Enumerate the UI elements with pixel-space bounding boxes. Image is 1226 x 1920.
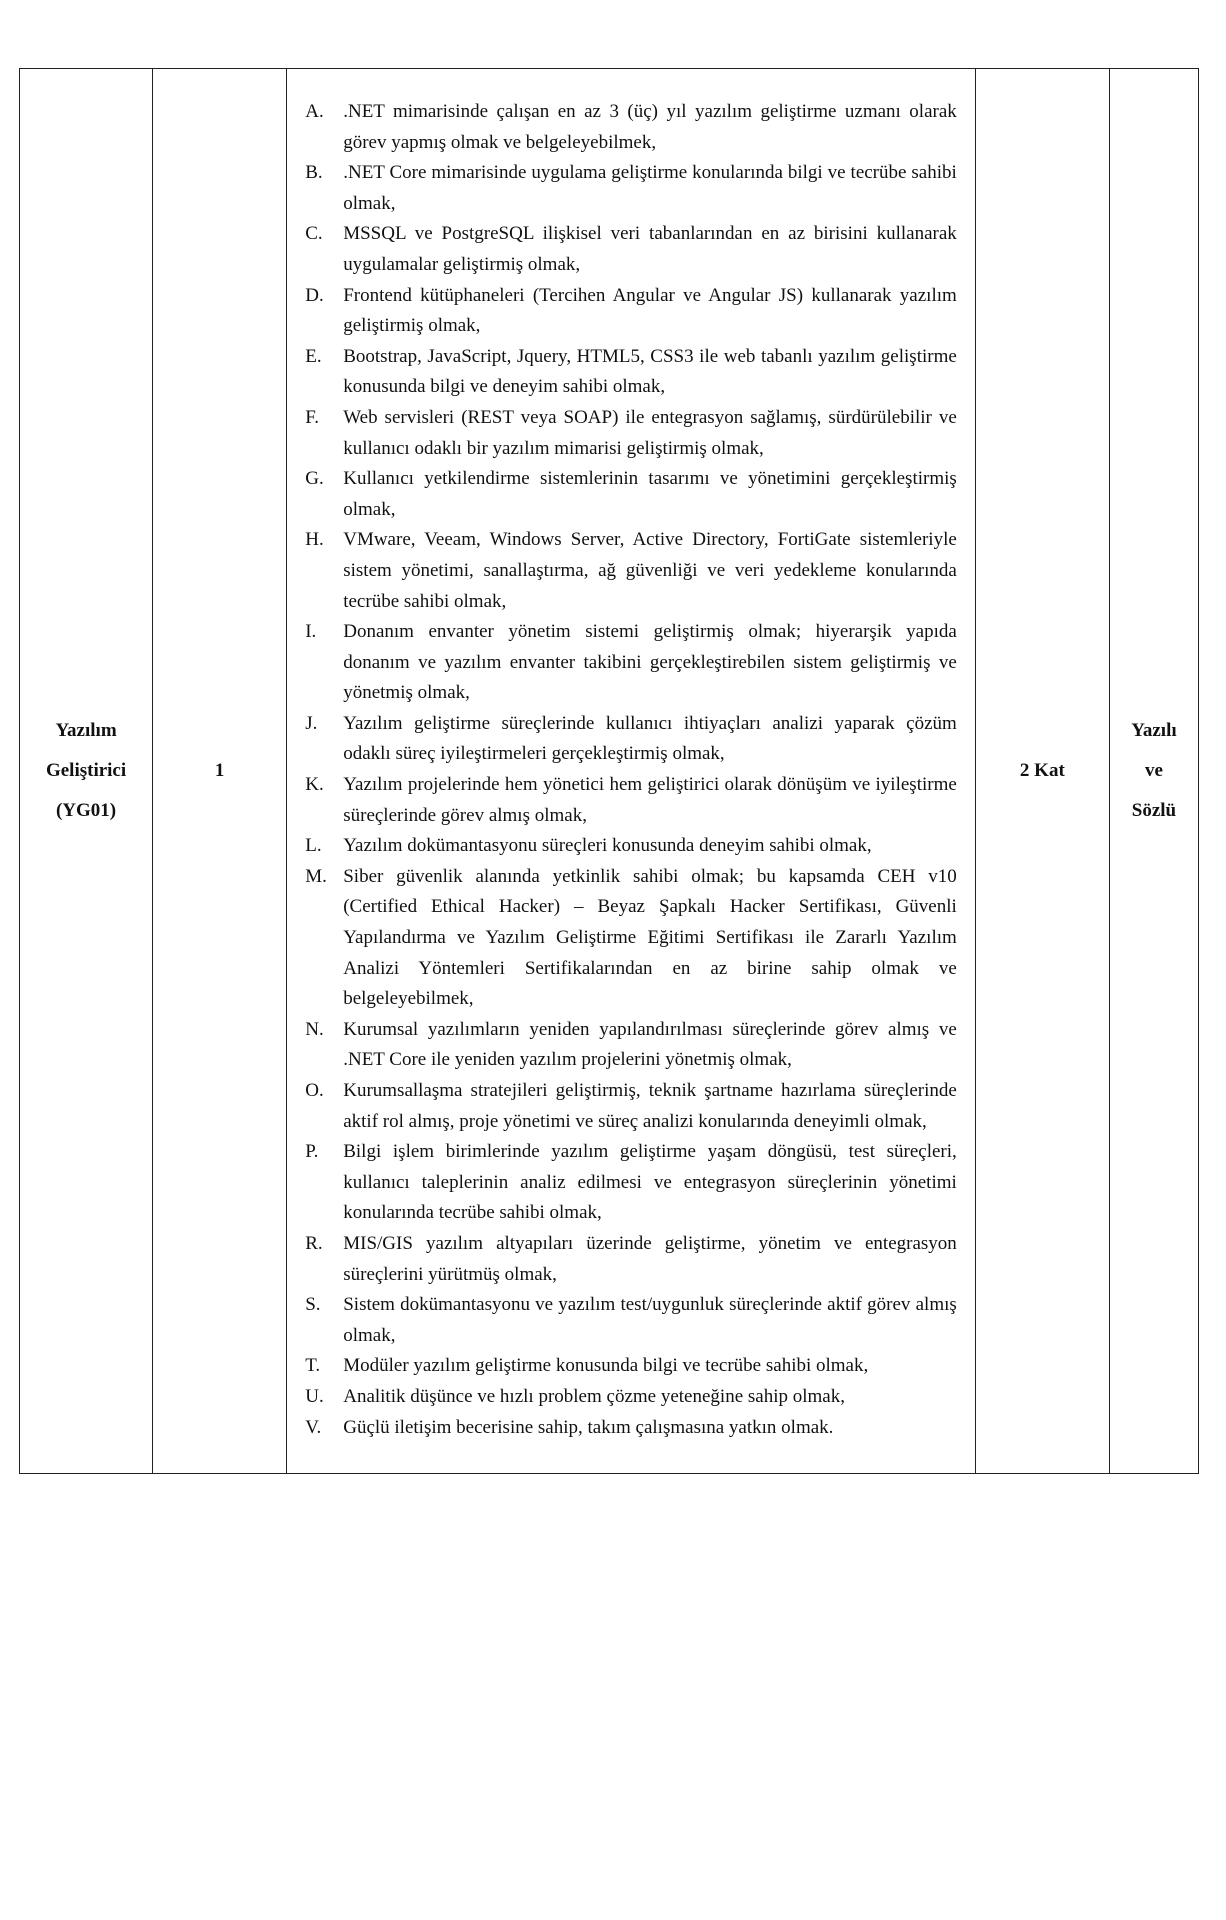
qualification-item: [305, 1229, 957, 1290]
qualification-text: .NET mimarisinde çalışan en az 3 (üç) yıl yazılım geliştirme uzmanı olarak görev yapmış olmak ve belgeleyebilmek,: [343, 101, 957, 153]
qualification-letter: V.: [305, 1416, 322, 1438]
qualification-text: Donanım envanter yönetim sistemi geliştirmiş olmak; hiyerarşik yapıda donanım ve yazılım envanter takibini gerçekleştirebilen sistem geliştirmiş ve yönetmiş olmak,: [343, 621, 957, 704]
table-row: [20, 69, 1199, 1474]
qualification-letter: N.: [305, 1018, 324, 1040]
qualification-text: Kullanıcı yetkilendirme sistemlerinin tasarımı ve yönetimini gerçekleştirmiş olmak,: [343, 468, 957, 520]
position-title-line: Yazılım: [55, 720, 117, 742]
qualification-item: [305, 342, 957, 403]
qualification-text: Güçlü iletişim becerisine sahip, takım çalışmasına yatkın olmak.: [343, 1416, 834, 1438]
qualifications-list: [287, 69, 975, 1473]
kat-cell: [975, 69, 1109, 1474]
qualification-item: [305, 770, 957, 831]
qualification-item: [305, 1015, 957, 1076]
exam-type-line: Yazılı: [1131, 720, 1177, 742]
qualification-letter: O.: [305, 1080, 324, 1101]
qualification-item: [305, 1413, 957, 1444]
qualification-text: Bootstrap, JavaScript, Jquery, HTML5, CSS3 ile web tabanlı yazılım geliştirme konusunda bilgi ve deneyim sahibi olmak,: [343, 345, 957, 398]
position-title-cell: [20, 69, 153, 1474]
qualification-item: [305, 403, 957, 464]
qualification-item: [305, 617, 957, 709]
position-count-cell: [153, 69, 287, 1474]
qualification-letter: I.: [305, 621, 317, 643]
qualification-letter: H.: [305, 529, 324, 551]
qualification-letter: K.: [305, 774, 324, 796]
qualification-letter: M.: [305, 865, 327, 887]
qualification-text: Web servisleri (REST veya SOAP) ile entegrasyon sağlamış, sürdürülebilir ve kullanıcı odaklı bir yazılım mimarisi geliştirmiş olmak,: [343, 406, 957, 459]
qualification-item: [305, 464, 957, 525]
qualification-text: Yazılım geliştirme süreçlerinde kullanıcı ihtiyaçları analizi yaparak çözüm odaklı süreç iyileştirmeleri gerçekleştirmiş olmak,: [343, 712, 957, 765]
qualification-text: Modüler yazılım geliştirme konusunda bilgi ve tecrübe sahibi olmak,: [343, 1355, 869, 1377]
qualification-text: Sistem dokümantasyonu ve yazılım test/uygunluk süreçlerinde aktif görev almış olmak,: [343, 1294, 957, 1346]
qualifications-cell: [287, 69, 976, 1474]
qualification-text: Analitik düşünce ve hızlı problem çözme yeteneğine sahip olmak,: [343, 1385, 845, 1407]
qualification-letter: F.: [305, 406, 320, 428]
qualification-item: [305, 281, 957, 342]
qualification-letter: U.: [305, 1385, 324, 1407]
qualification-item: [305, 1382, 957, 1413]
qualification-letter: C.: [305, 223, 323, 245]
qualification-item: [305, 97, 957, 158]
qualification-letter: R.: [305, 1232, 323, 1254]
qualification-text: Yazılım dokümantasyonu süreçleri konusunda deneyim sahibi olmak,: [343, 835, 872, 857]
kat-value: 2 Kat: [1019, 760, 1065, 782]
exam-type-line: Sözlü: [1131, 800, 1177, 822]
qualification-item: [305, 1351, 957, 1382]
qualification-item: [305, 862, 957, 1015]
qualification-item: [305, 709, 957, 770]
qualification-text: Yazılım projelerinde hem yönetici hem geliştirici olarak dönüşüm ve iyileştirme süreçlerinde görev almış olmak,: [343, 774, 957, 826]
qualification-text: MIS/GIS yazılım altyapıları üzerinde geliştirme, yönetim ve entegrasyon süreçlerini yürütmüş olmak,: [343, 1232, 957, 1285]
qualification-item: [305, 831, 957, 862]
qualification-text: Kurumsal yazılımların yeniden yapılandırılması süreçlerinde görev almış ve .NET Core ile yeniden yazılım projelerini yönetmiş olmak,: [343, 1018, 957, 1071]
position-table-wrapper: [19, 68, 1199, 1474]
qualification-letter: B.: [305, 162, 323, 184]
qualification-text: VMware, Veeam, Windows Server, Active Directory, FortiGate sistemleriyle sistem yönetimi, sanallaştırma, ağ güvenliği ve veri yedekleme konularında tecrübe sahibi olmak,: [343, 529, 957, 612]
qualification-item: [305, 1076, 957, 1137]
qualification-letter: E.: [305, 345, 322, 367]
qualification-letter: L.: [305, 835, 322, 857]
position-code: (YG01): [55, 800, 117, 822]
qualification-letter: G.: [305, 468, 324, 490]
qualification-text: Frontend kütüphaneleri (Tercihen Angular ve Angular JS) kullanarak yazılım geliştirmiş olmak,: [343, 284, 957, 337]
qualification-item: [305, 219, 957, 280]
exam-type-cell: [1109, 69, 1198, 1474]
qualification-letter: J.: [305, 712, 318, 734]
exam-type-line: ve: [1144, 760, 1163, 782]
qualification-item: [305, 158, 957, 219]
position-title-line: Geliştirici: [45, 760, 127, 782]
qualification-text: .NET Core mimarisinde uygulama geliştirme konularında bilgi ve tecrübe sahibi olmak,: [343, 162, 957, 214]
qualification-letter: P.: [305, 1141, 319, 1163]
qualification-item: [305, 1290, 957, 1351]
qualification-letter: S.: [305, 1294, 321, 1316]
position-count: 1: [214, 760, 225, 782]
qualification-letter: A.: [305, 101, 324, 122]
qualification-text: Kurumsallaşma stratejileri geliştirmiş, teknik şartname hazırlama süreçlerinde aktif rol almış, proje yönetimi ve süreç analizi konularında deneyimli olmak,: [343, 1080, 957, 1132]
qualification-text: Siber güvenlik alanında yetkinlik sahibi olmak; bu kapsamda CEH v10 (Certified Ethical Hacker) – Beyaz Şapkalı Hacker Sertifikası, Güvenli Yapılandırma ve Yazılım Geliştirme Eğitimi Sertifikası ile Zararlı Yazılım Analizi Yöntemleri Sertifikalarından en az birine sahip olmak ve belgeleyebilmek,: [343, 865, 957, 1010]
qualification-text: MSSQL ve PostgreSQL ilişkisel veri tabanlarından en az birisini kullanarak uygulamalar geliştirmiş olmak,: [343, 223, 957, 275]
qualification-item: [305, 1137, 957, 1229]
qualification-letter: T.: [305, 1355, 321, 1377]
qualification-text: Bilgi işlem birimlerinde yazılım geliştirme yaşam döngüsü, test süreçleri, kullanıcı taleplerinin analiz edilmesi ve entegrasyon süreçlerinin yönetimi konularında tecrübe sahibi olmak,: [343, 1141, 957, 1224]
qualification-letter: D.: [305, 284, 324, 306]
position-table: [19, 68, 1199, 1474]
qualification-item: [305, 525, 957, 617]
